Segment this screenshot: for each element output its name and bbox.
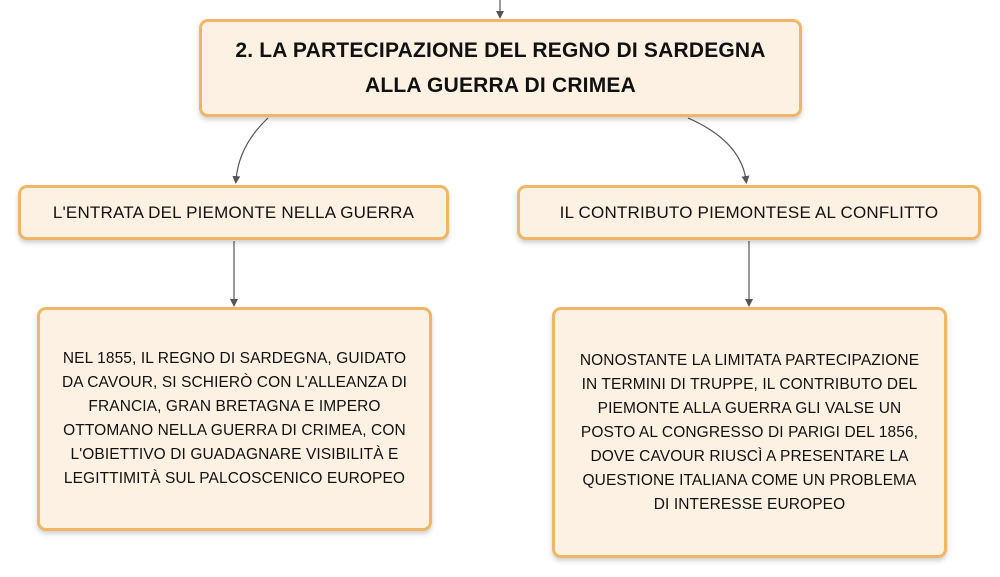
detail-line: NEL 1855, IL REGNO DI SARDEGNA, GUIDATO: [62, 350, 407, 367]
detail-line: POSTO AL CONGRESSO DI PARIGI DEL 1856,: [580, 423, 919, 441]
branch-label-contributo: IL CONTRIBUTO PIEMONTESE AL CONFLITTO: [559, 202, 939, 222]
detail-line: LEGITTIMITÀ SUL PALCOSCENICO EUROPEO: [63, 470, 406, 487]
detail-line: DA CAVOUR, SI SCHIERÒ CON L'ALLEANZA DI: [61, 374, 408, 391]
detail-text-contributo: [580, 349, 919, 517]
detail-line: OTTOMANO NELLA GUERRA DI CRIMEA, CON: [63, 422, 406, 439]
branch-label-entrata: L'ENTRATA DEL PIEMONTE NELLA GUERRA: [52, 202, 415, 222]
detail-line: DOVE CAVOUR RIUSCÌ A PRESENTARE LA: [590, 447, 909, 465]
detail-line: PIEMONTE ALLA GUERRA GLI VALSE UN: [597, 399, 902, 417]
detail-line: FRANCIA, GRAN BRETAGNA E IMPERO: [88, 398, 381, 415]
detail-line: IN TERMINI DI TRUPPE, IL CONTRIBUTO DEL: [581, 375, 918, 393]
title-node[interactable]: [199, 19, 802, 117]
detail-line: DI INTERESSE EUROPEO: [653, 495, 846, 513]
detail-node-entrata[interactable]: [37, 307, 432, 531]
detail-node-contributo[interactable]: [552, 307, 947, 558]
title-line-2: ALLA GUERRA DI CRIMEA: [365, 74, 636, 97]
detail-text-entrata: [62, 347, 407, 491]
detail-line: NONOSTANTE LA LIMITATA PARTECIPAZIONE: [579, 351, 920, 369]
connector-title-to-left-branch: [236, 118, 268, 180]
branch-node-contributo[interactable]: [517, 185, 981, 240]
connector-title-to-right-branch: [688, 118, 746, 180]
detail-line: QUESTIONE ITALIANA COME UN PROBLEMA: [582, 471, 917, 489]
detail-line: L'OBIETTIVO DI GUADAGNARE VISIBILITÀ E: [70, 446, 399, 463]
branch-node-entrata[interactable]: [18, 185, 449, 240]
title-text: [235, 33, 765, 103]
title-line-1: 2. LA PARTECIPAZIONE DEL REGNO DI SARDEGNA: [235, 39, 766, 62]
